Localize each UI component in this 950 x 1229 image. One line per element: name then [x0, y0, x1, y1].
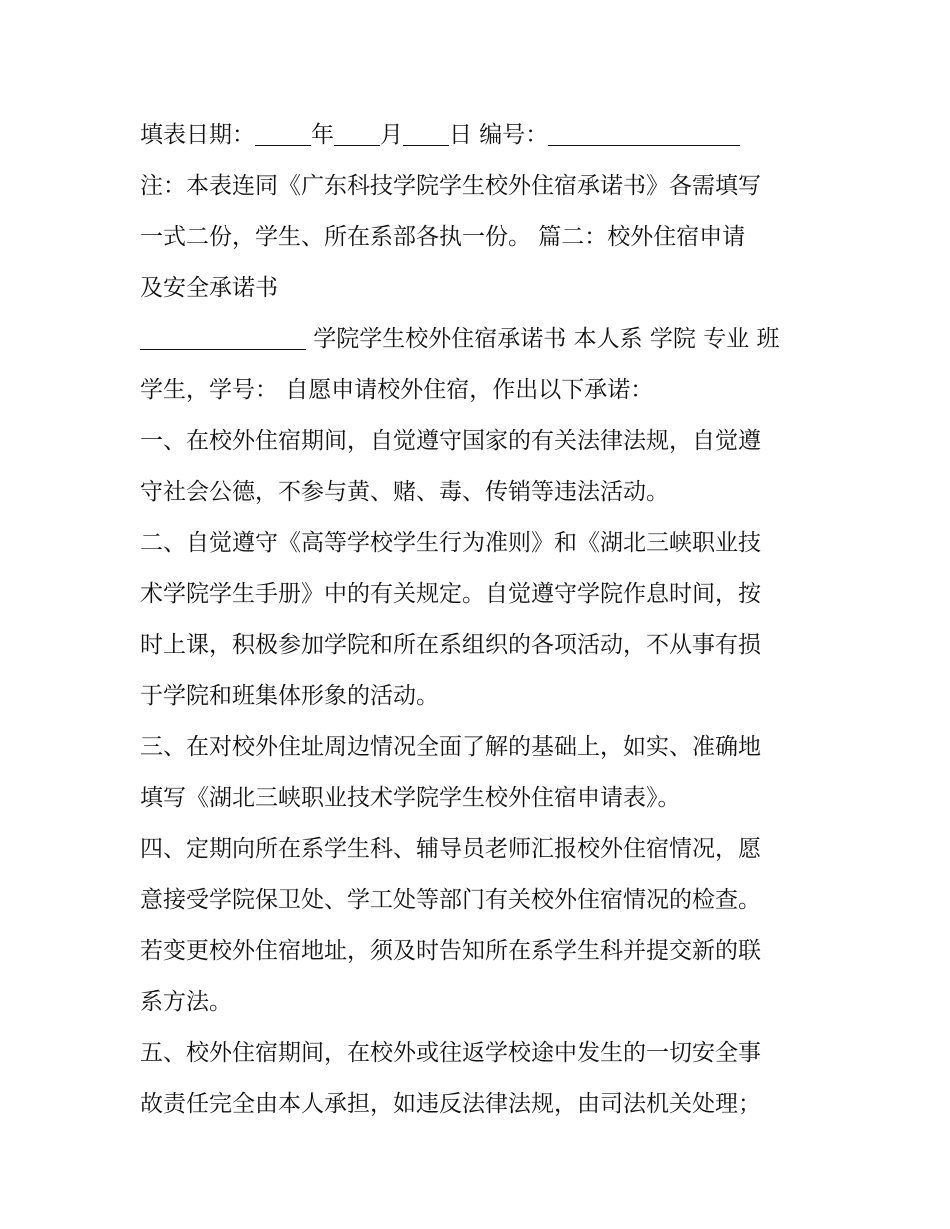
text-line: 守社会公德，不参与黄、赌、毒、传销等违法活动。: [140, 479, 669, 505]
text-line: 填写《湖北三峡职业技术学院学生校外住宿申请表》。: [140, 785, 681, 811]
text-line: 三、在对校外住址周边情况全面了解的基础上，如实、准确地: [140, 734, 761, 760]
text-line: 系方法。: [140, 989, 232, 1015]
text-line: 于学院和班集体形象的活动。: [140, 683, 439, 709]
text-line: 时上课，积极参加学院和所在系组织的各项活动，不从事有损: [140, 632, 761, 658]
month-label: 月: [380, 122, 403, 148]
year-label: 年: [311, 122, 334, 148]
text-line: 学生，学号： 自愿申请校外住宿，作出以下承诺：: [140, 377, 654, 403]
text-line: 注：本表连同《广东科技学院学生校外住宿承诺书》各需填写: [140, 173, 761, 199]
pledge-title: 学院学生校外住宿承诺书 本人系 学院 专业 班: [306, 326, 780, 352]
text-line: 一式二份，学生、所在系部各执一份。 篇二：校外住宿申请: [140, 224, 746, 250]
text-line: 意接受学院保卫处、学工处等部门有关校外住宿情况的检查。: [140, 887, 761, 913]
text-line: 术学院学生手册》中的有关规定。自觉遵守学院作息时间，按: [140, 581, 761, 607]
document-body: [140, 110, 820, 1130]
text-line: 二、自觉遵守《高等学校学生行为准则》和《湖北三峡职业技: [140, 530, 761, 556]
college-blank: [140, 348, 306, 350]
pledge-title-line: [140, 314, 820, 365]
day-blank: [403, 144, 449, 146]
text-line: 一、在校外住宿期间，自觉遵守国家的有关法律法规，自觉遵: [140, 428, 761, 454]
number-blank: [548, 144, 740, 146]
text-line: 五、校外住宿期间，在校外或往返学校途中发生的一切安全事: [140, 1040, 761, 1066]
text-line: 及安全承诺书: [140, 275, 278, 301]
form-header-line: [140, 110, 820, 161]
text-line: 若变更校外住宿地址，须及时告知所在系学生科并提交新的联: [140, 938, 761, 964]
text-line: 四、定期向所在系学生科、辅导员老师汇报校外住宿情况，愿: [140, 836, 761, 862]
text-line: 故责任完全由本人承担，如违反法律法规，由司法机关处理；: [140, 1091, 761, 1117]
month-blank: [334, 144, 380, 146]
day-label: 日: [449, 122, 472, 148]
date-label: 填表日期：: [140, 122, 255, 148]
number-label: 编号：: [472, 122, 549, 148]
year-blank: [255, 144, 311, 146]
